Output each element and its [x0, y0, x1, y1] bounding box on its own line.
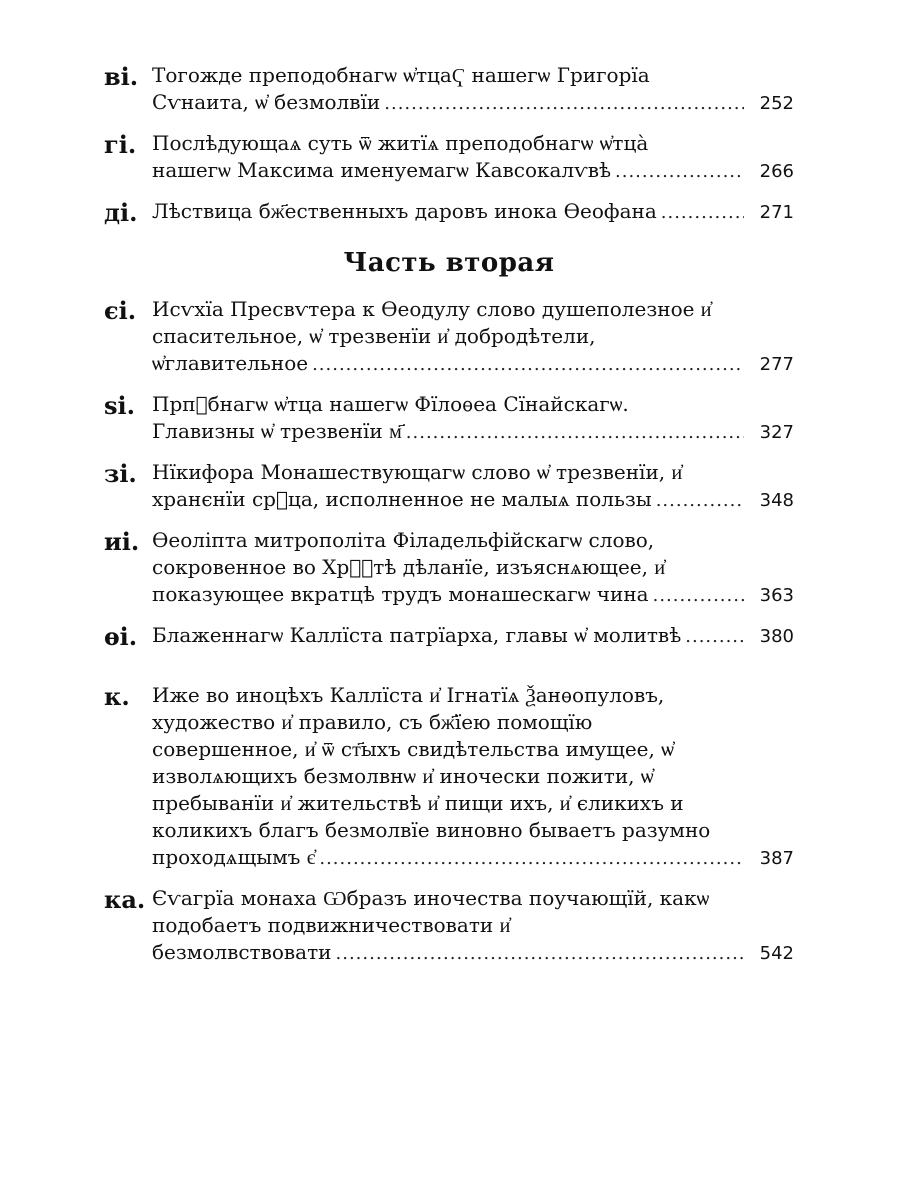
toc-entry [104, 130, 794, 184]
toc-entry [104, 622, 794, 652]
entry-number: к. [104, 682, 130, 711]
entry-title-line: Прпⷣбнагѡ ѡ҆тца нашегѡ Фїлоѳеа Сїнайскагѡ. [152, 392, 629, 416]
entry-body [152, 130, 794, 184]
page-number: 380 [759, 626, 794, 647]
toc-entry [104, 198, 794, 228]
entry-title-line: Сѵнаита, ѡ҆ безмолвїи [152, 90, 381, 114]
entry-last-line [152, 622, 794, 649]
entry-body [152, 296, 794, 377]
entry-title-line: Исѵхїа Пресвѵтера к Ѳеодулу слово душеполезное и҆ [152, 297, 712, 321]
toc-entry [104, 459, 794, 513]
page-number: 252 [759, 93, 794, 114]
page-number: 542 [759, 943, 794, 964]
spacer [104, 666, 794, 682]
toc-entry [104, 391, 794, 445]
table-of-contents [104, 62, 794, 980]
toc-part-2 [104, 296, 794, 966]
dot-leader [312, 354, 744, 375]
dot-leader [336, 943, 745, 964]
dot-leader [319, 848, 744, 869]
entry-body [152, 885, 794, 966]
page-number: 348 [759, 490, 794, 511]
entry-title-line: пребыванїи и҆ жительствѣ и҆ пищи ихъ, и҆ єликихъ и [152, 791, 684, 815]
entry-last-line [152, 844, 794, 871]
entry-body [152, 391, 794, 445]
toc-entry [104, 682, 794, 871]
dot-leader [685, 626, 744, 647]
toc-part-1 [104, 62, 794, 228]
entry-number: ѳі. [104, 622, 138, 651]
entry-body [152, 198, 794, 228]
entry-number: гі. [104, 130, 137, 159]
entry-title-line: Єѵагрїа монаха Ѡбразъ иночества поучающїй, какѡ [152, 886, 710, 910]
part-two-heading: Часть вторая [343, 248, 555, 278]
page-number: 277 [759, 354, 794, 375]
entry-title-line: Послѣдующаѧ суть ѿ житїѧ преподобнагѡ ѡ҆тца̀ [152, 131, 649, 155]
entry-title-line: изволѧющихъ безмолвнѡ и҆ иночески пожити, ѡ҆ [152, 764, 654, 788]
toc-entry [104, 527, 794, 608]
toc-entry [104, 885, 794, 966]
entry-number: ді. [104, 198, 138, 227]
entry-title-line: хранєнїи срⷣца, исполненное не малыѧ пользы [152, 487, 652, 511]
entry-body [152, 622, 794, 652]
page-number: 271 [759, 202, 794, 223]
entry-title-line: совершенное, и҆ ѿ ст҃ыхъ свидѣтельства имущее, ѡ҆ [152, 737, 674, 761]
entry-title-line: Нїкифора Монашествующагѡ слово ѡ҆ трезвенїи, и҆ [152, 460, 683, 484]
entry-last-line [152, 486, 794, 513]
entry-title-line: Блаженнагѡ Каллїста патрїарха, главы ѡ҆ молитвѣ [152, 623, 682, 647]
entry-title-line: подобаетъ подвижничествовати и҆ [152, 913, 511, 937]
entry-title-line: безмолвствовати [152, 940, 332, 964]
entry-number: зі. [104, 459, 137, 488]
entry-last-line [152, 89, 794, 116]
entry-number: иі. [104, 527, 140, 556]
entry-number: ка. [104, 885, 146, 914]
dot-leader [406, 422, 744, 443]
entry-title-line: нашегѡ Максима именуемагѡ Кавсокалѵвѣ [152, 158, 612, 182]
entry-title-line: коликихъ благъ безмолвїе виновно бываетъ разумно [152, 818, 711, 842]
dot-leader [656, 490, 744, 511]
toc-entry [104, 62, 794, 116]
dot-leader [653, 585, 744, 606]
page-number: 387 [759, 848, 794, 869]
toc-entry [104, 296, 794, 377]
page-number: 363 [759, 585, 794, 606]
entry-last-line [152, 198, 794, 225]
entry-title-line: художество и҆ правило, съ бж҃їею помощїю [152, 710, 593, 734]
dot-leader [384, 93, 744, 114]
entry-number: єі. [104, 296, 137, 325]
entry-title-line: спасительное, ѡ҆ трезвенїи и҆ добродѣтели, [152, 324, 596, 348]
entry-body [152, 459, 794, 513]
entry-last-line [152, 157, 794, 184]
entry-title-line: сокровенное во Хрⷭ҇тѣ дѣланїе, изъяснѧющее, и҆ [152, 555, 666, 579]
entry-title-line: Главизны ѡ҆ трезвенїи м҃ [152, 419, 402, 443]
entry-body [152, 682, 794, 871]
entry-title-line: ѡ҆главительное [152, 351, 309, 375]
page-number: 327 [759, 422, 794, 443]
entry-title-line: Лѣствица бж҃ественныхъ даровъ инока Ѳеофана [152, 199, 657, 223]
entry-number: ѕі. [104, 391, 135, 420]
entry-number: ві. [104, 62, 139, 91]
entry-title-line: Ѳеоліпта митрополіта Філадельфійскагѡ слово, [152, 528, 655, 552]
entry-body [152, 527, 794, 608]
dot-leader [615, 161, 744, 182]
entry-title-line: проходѧщымъ є҆ [152, 845, 316, 869]
entry-title-line: показующее вкратцѣ трудъ монашескагѡ чина [152, 582, 649, 606]
entry-last-line [152, 418, 794, 445]
entry-last-line [152, 581, 794, 608]
entry-last-line [152, 939, 794, 966]
entry-body [152, 62, 794, 116]
entry-title-line: Иже во иноцѣхъ Каллїста и҆ Ігнатїѧ Ѯанѳопуловъ, [152, 683, 665, 707]
dot-leader [661, 202, 744, 223]
entry-title-line: Тогожде преподобнагѡ ѡ҆тцаҀ нашегѡ Григорїа [152, 63, 650, 87]
page-number: 266 [759, 161, 794, 182]
entry-last-line [152, 350, 794, 377]
